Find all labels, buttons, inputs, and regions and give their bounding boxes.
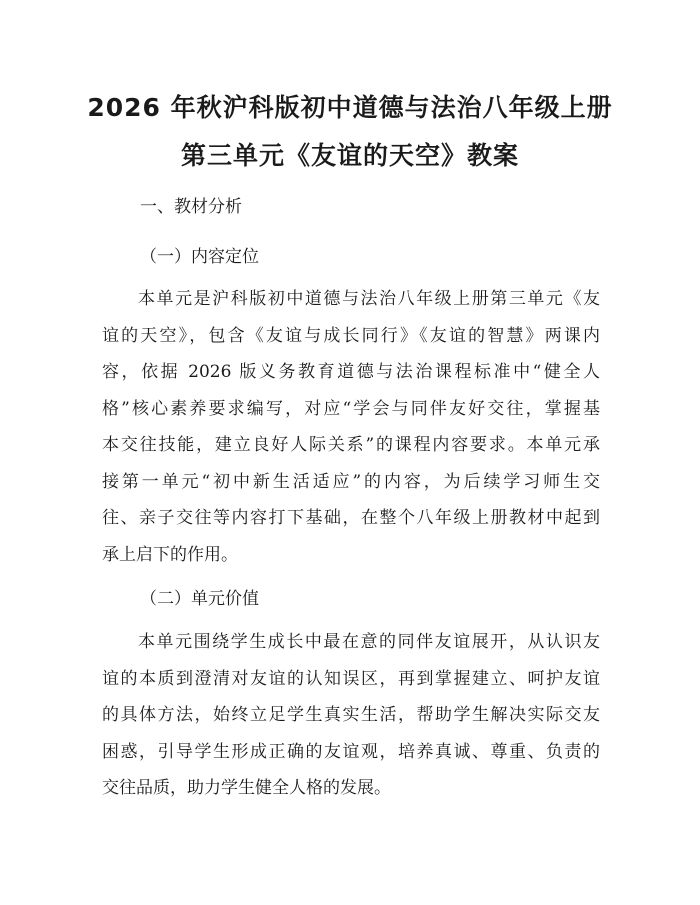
paragraph-unit-value bbox=[102, 624, 600, 807]
paragraph-line: 的具体方法，始终立足学生真实生活，帮助学生解决实际交友 bbox=[102, 705, 600, 725]
paragraph-line: 谊的天空》，包含《友谊与成长同行》《友谊的智慧》两课内 bbox=[102, 325, 600, 346]
subsection-heading-content-positioning: （一）内容定位 bbox=[140, 247, 259, 267]
paragraph-line: 本单元是沪科版初中道德与法治八年级上册第三单元《友 bbox=[138, 289, 600, 309]
paragraph-line: 承上启下的作用。 bbox=[102, 544, 238, 565]
paragraph-line: 容，依据 2026 版义务教育道德与法治课程标准中“健全人 bbox=[102, 362, 600, 382]
paragraph-line: 谊的本质到澄清对友谊的认知误区，再到掌握建立、呵护友谊 bbox=[102, 668, 600, 689]
document-title-line-2: 第三单元《友谊的天空》教案 bbox=[180, 141, 519, 170]
subsection-heading-unit-value: （二）单元价值 bbox=[140, 589, 259, 609]
section-heading-materials-analysis: 一、教材分析 bbox=[140, 197, 242, 217]
paragraph-line: 接第一单元“初中新生活适应”的内容，为后续学习师生交 bbox=[102, 471, 600, 492]
paragraph-content-positioning bbox=[102, 281, 600, 573]
document-title-line-1: 2026 年秋沪科版初中道德与法治八年级上册 bbox=[87, 93, 613, 122]
paragraph-line: 格”核心素养要求编写，对应“学会与同伴友好交往，掌握基 bbox=[102, 398, 600, 419]
paragraph-line: 困惑，引导学生形成正确的友谊观，培养真诚、尊重、负责的 bbox=[102, 741, 600, 762]
paragraph-line: 往、亲子交往等内容打下基础，在整个八年级上册教材中起到 bbox=[102, 508, 600, 528]
paragraph-line: 交往品质，助力学生健全人格的发展。 bbox=[102, 778, 391, 798]
paragraph-line: 本交往技能，建立良好人际关系”的课程内容要求。本单元承 bbox=[102, 435, 600, 455]
paragraph-line: 本单元围绕学生成长中最在意的同伴友谊展开，从认识友 bbox=[138, 632, 600, 652]
